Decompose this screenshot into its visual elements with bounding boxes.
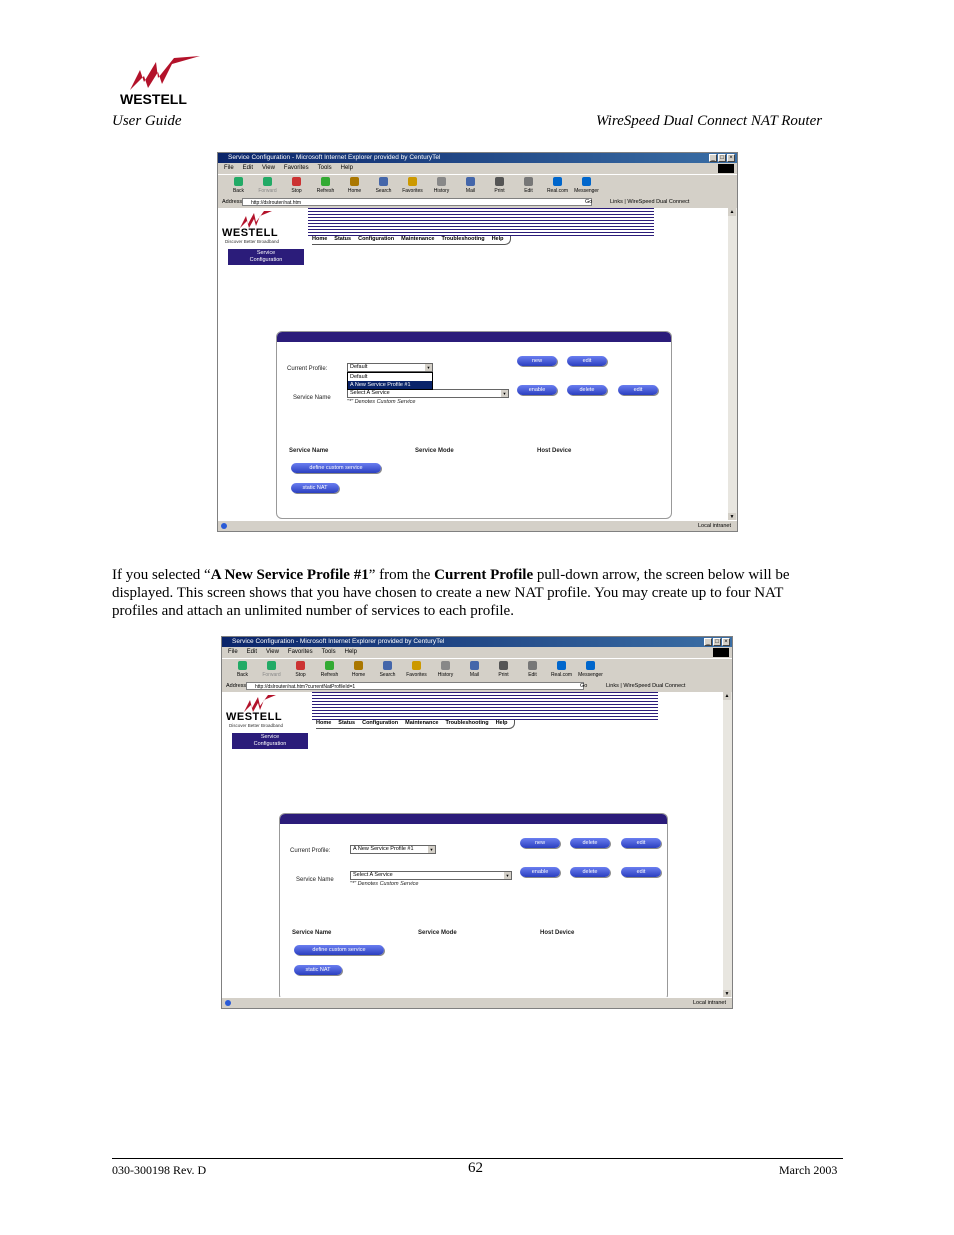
footer-doc-number: 030-300198 Rev. D bbox=[112, 1163, 207, 1177]
vertical-scrollbar[interactable] bbox=[727, 208, 737, 521]
links-item[interactable]: WireSpeed Dual Connect bbox=[623, 683, 686, 689]
toolbar-forward-button[interactable] bbox=[257, 659, 286, 681]
toolbar-back-button[interactable] bbox=[228, 659, 257, 681]
header-right: WireSpeed Dual Connect NAT Router bbox=[596, 113, 823, 129]
logo-text: WESTELL bbox=[120, 91, 187, 107]
toolbar-label: Messenger bbox=[578, 672, 603, 678]
toolbar-realcom-button[interactable] bbox=[543, 175, 572, 197]
service-select[interactable] bbox=[347, 389, 509, 398]
toolbar-print-button[interactable] bbox=[489, 659, 518, 681]
mail-icon bbox=[466, 177, 475, 186]
static-nat-button[interactable]: static NAT bbox=[291, 483, 339, 493]
links-bar[interactable]: Links | WireSpeed Dual Connect bbox=[610, 199, 690, 205]
column-header-service-name: Service Name bbox=[289, 448, 329, 454]
column-header-service-mode: Service Mode bbox=[418, 930, 457, 936]
go-button[interactable]: Go bbox=[585, 199, 593, 205]
service-select-value: Select A Service bbox=[350, 390, 390, 396]
refresh-icon bbox=[321, 177, 330, 186]
toolbar-label: Stop bbox=[291, 188, 302, 194]
menu-bar bbox=[222, 647, 732, 658]
delete-service-button[interactable]: delete bbox=[570, 867, 610, 877]
column-header-host-device: Host Device bbox=[540, 930, 575, 936]
toolbar-label: Print bbox=[494, 188, 505, 194]
back-icon bbox=[234, 177, 243, 186]
toolbar-label: Back bbox=[236, 672, 249, 678]
address-bar bbox=[218, 197, 737, 208]
address-label: Address bbox=[226, 683, 247, 689]
toolbar-back-button[interactable] bbox=[224, 175, 253, 197]
close-button[interactable]: × bbox=[727, 154, 735, 162]
ie-page-icon bbox=[221, 523, 227, 529]
stop-icon bbox=[296, 661, 305, 670]
dropdown-option[interactable]: Default bbox=[350, 374, 368, 380]
chevron-down-icon[interactable]: ▼ bbox=[502, 391, 507, 396]
search-icon bbox=[383, 661, 392, 670]
nav-help[interactable]: Help bbox=[495, 720, 508, 726]
current-profile-value: A New Service Profile #1 bbox=[353, 846, 414, 852]
edit-service-button[interactable]: edit bbox=[621, 867, 661, 877]
toolbar-label: Refresh bbox=[320, 672, 339, 678]
menu-favorites[interactable]: Favorites bbox=[283, 165, 309, 171]
new-profile-button[interactable]: new bbox=[520, 838, 560, 848]
toolbar-label: Favorites bbox=[406, 672, 427, 678]
westell-logo bbox=[112, 52, 212, 108]
toolbar-print-button[interactable] bbox=[485, 175, 514, 197]
home-icon bbox=[354, 661, 363, 670]
menu-edit[interactable]: Edit bbox=[242, 165, 254, 171]
scroll-up-arrow-icon[interactable]: ▲ bbox=[729, 209, 735, 215]
service-tab-line2: Configuration bbox=[253, 741, 287, 747]
menu-bar bbox=[218, 163, 737, 174]
maximize-button[interactable]: □ bbox=[713, 638, 721, 646]
panel-header-bar bbox=[280, 814, 667, 824]
toolbar-favorites-button[interactable] bbox=[398, 175, 427, 197]
custom-service-note: "*" Denotes Custom Service bbox=[350, 881, 419, 887]
vertical-scrollbar[interactable] bbox=[722, 692, 732, 998]
menu-favorites[interactable]: Favorites bbox=[287, 649, 313, 655]
toolbar-refresh-button[interactable] bbox=[311, 175, 340, 197]
menu-help[interactable]: Help bbox=[340, 165, 353, 171]
westell-wordmark: WESTELL bbox=[222, 227, 279, 239]
westell-wordmark: WESTELL bbox=[226, 711, 283, 723]
edit-profile-button[interactable]: edit bbox=[567, 356, 607, 366]
edit-profile-button[interactable]: edit bbox=[621, 838, 661, 848]
realcom-icon bbox=[557, 661, 566, 670]
toolbar bbox=[222, 658, 732, 682]
nav-troubleshooting[interactable]: Troubleshooting bbox=[441, 236, 485, 242]
toolbar-label: Home bbox=[347, 188, 362, 194]
current-profile-label: Current Profile: bbox=[290, 848, 331, 854]
forward-icon bbox=[263, 177, 272, 186]
column-header-host-device: Host Device bbox=[537, 448, 572, 454]
messenger-icon bbox=[586, 661, 595, 670]
service-configuration-tab[interactable] bbox=[232, 733, 308, 749]
toolbar-label: Real.com bbox=[550, 672, 573, 678]
toolbar-history-button[interactable] bbox=[431, 659, 460, 681]
chevron-down-icon[interactable]: ▼ bbox=[505, 873, 510, 878]
search-icon bbox=[379, 177, 388, 186]
forward-icon bbox=[267, 661, 276, 670]
go-button[interactable]: Go bbox=[580, 683, 588, 689]
security-zone: Local intranet bbox=[697, 523, 731, 529]
toolbar-search-button[interactable] bbox=[369, 175, 398, 197]
enable-service-button[interactable]: enable bbox=[517, 385, 557, 395]
nav-help[interactable]: Help bbox=[491, 236, 504, 242]
current-profile-select[interactable] bbox=[350, 845, 436, 854]
toolbar-label: History bbox=[437, 672, 454, 678]
service-tab-line1: Service bbox=[260, 734, 280, 740]
close-button[interactable]: × bbox=[722, 638, 730, 646]
links-item[interactable]: WireSpeed Dual Connect bbox=[627, 199, 690, 205]
title-bar: Service Configuration - Microsoft Internet Explorer provided by CenturyTel bbox=[218, 153, 737, 163]
custom-service-note: "*" Denotes Custom Service bbox=[347, 399, 416, 405]
service-select[interactable] bbox=[350, 871, 512, 880]
back-icon bbox=[238, 661, 247, 670]
toolbar-label: Real.com bbox=[546, 188, 569, 194]
chevron-down-icon[interactable]: ▼ bbox=[429, 847, 434, 852]
maximize-button[interactable]: □ bbox=[718, 154, 726, 162]
nav-troubleshooting[interactable]: Troubleshooting bbox=[445, 720, 489, 726]
status-bar bbox=[222, 997, 732, 1008]
body-paragraph: If you selected “A New Service Profile #1” from the Current Profile pull-down arrow, the screen below will be displayed. This screen shows that you have chosen to create a new NAT profile. You may create up to four NAT profiles and attach an unlimited number of services to each profile. bbox=[112, 567, 790, 619]
toolbar-label: Print bbox=[498, 672, 509, 678]
toolbar-label: Mail bbox=[469, 672, 480, 678]
toolbar-label: Messenger bbox=[574, 188, 599, 194]
address-bar bbox=[222, 681, 732, 692]
links-label: Links bbox=[610, 199, 623, 205]
footer-rule bbox=[112, 1158, 843, 1159]
toolbar-label: History bbox=[433, 188, 450, 194]
toolbar-home-button[interactable] bbox=[340, 175, 369, 197]
scroll-up-arrow-icon[interactable]: ▲ bbox=[724, 693, 730, 699]
menu-file[interactable]: File bbox=[224, 165, 234, 171]
logo-tagline: Discover Better Broadband bbox=[225, 239, 280, 244]
column-header-service-mode: Service Mode bbox=[415, 448, 454, 454]
service-tab-line1: Service bbox=[256, 250, 276, 256]
print-icon bbox=[499, 661, 508, 670]
scroll-down-arrow-icon[interactable]: ▼ bbox=[729, 514, 735, 520]
service-select-value: Select A Service bbox=[353, 872, 393, 878]
scroll-down-arrow-icon[interactable]: ▼ bbox=[724, 991, 730, 997]
nat-panel bbox=[279, 813, 668, 998]
stop-icon bbox=[292, 177, 301, 186]
toolbar-stop-button[interactable] bbox=[286, 659, 315, 681]
toolbar-messenger-button[interactable] bbox=[572, 175, 601, 197]
toolbar-label: Search bbox=[379, 672, 396, 678]
chevron-down-icon[interactable]: ▼ bbox=[426, 365, 431, 370]
nav-configuration[interactable]: Configuration bbox=[362, 720, 399, 726]
toolbar-label: Edit bbox=[524, 188, 533, 194]
edit-service-button[interactable]: edit bbox=[618, 385, 658, 395]
title-bar: Service Configuration - Microsoft Internet Explorer provided by CenturyTel bbox=[222, 637, 732, 647]
page-content bbox=[218, 208, 728, 521]
service-name-label: Service Name bbox=[293, 395, 331, 401]
menu-help[interactable]: Help bbox=[344, 649, 357, 655]
home-icon bbox=[350, 177, 359, 186]
logo-tagline: Discover Better Broadband bbox=[229, 723, 284, 728]
address-label: Address bbox=[222, 199, 243, 205]
refresh-icon bbox=[325, 661, 334, 670]
menu-view[interactable]: View bbox=[266, 649, 279, 655]
browser-screenshot-1 bbox=[217, 152, 738, 532]
toolbar-search-button[interactable] bbox=[373, 659, 402, 681]
menu-tools[interactable]: Tools bbox=[321, 649, 336, 655]
new-profile-button[interactable]: new bbox=[517, 356, 557, 366]
current-profile-label: Current Profile: bbox=[287, 366, 328, 372]
top-nav bbox=[316, 720, 515, 729]
toolbar-label: Edit bbox=[528, 672, 537, 678]
define-custom-service-button[interactable]: define custom service bbox=[291, 463, 381, 473]
nav-status[interactable]: Status bbox=[334, 236, 352, 242]
menu-file[interactable]: File bbox=[228, 649, 238, 655]
delete-profile-button[interactable]: delete bbox=[570, 838, 610, 848]
realcom-icon bbox=[553, 177, 562, 186]
panel-header-bar bbox=[277, 332, 671, 342]
favorites-icon bbox=[408, 177, 417, 186]
top-nav bbox=[312, 236, 511, 245]
westell-page-logo[interactable] bbox=[222, 210, 302, 246]
windows-logo-icon bbox=[718, 164, 734, 173]
edit-icon bbox=[528, 661, 537, 670]
history-icon bbox=[441, 661, 450, 670]
nav-configuration[interactable]: Configuration bbox=[358, 236, 395, 242]
westell-page-logo[interactable] bbox=[226, 694, 306, 730]
toolbar-label: Forward bbox=[262, 672, 281, 678]
toolbar-realcom-button[interactable] bbox=[547, 659, 576, 681]
toolbar-refresh-button[interactable] bbox=[315, 659, 344, 681]
toolbar-edit-button[interactable] bbox=[518, 659, 547, 681]
address-input[interactable]: http://dslrouter/nat.htm bbox=[242, 198, 592, 206]
toolbar-mail-button[interactable] bbox=[460, 659, 489, 681]
messenger-icon bbox=[582, 177, 591, 186]
column-header-service-name: Service Name bbox=[292, 930, 332, 936]
toolbar-stop-button[interactable] bbox=[282, 175, 311, 197]
nav-maintenance[interactable]: Maintenance bbox=[401, 236, 435, 242]
toolbar-label: Search bbox=[375, 188, 392, 194]
delete-service-button[interactable]: delete bbox=[567, 385, 607, 395]
toolbar-label: Forward bbox=[258, 188, 277, 194]
history-icon bbox=[437, 177, 446, 186]
toolbar-home-button[interactable] bbox=[344, 659, 373, 681]
windows-logo-icon bbox=[713, 648, 729, 657]
current-profile-value: Default bbox=[350, 364, 368, 370]
footer-date: March 2003 bbox=[779, 1163, 838, 1177]
page-number: 62 bbox=[468, 1160, 483, 1176]
toolbar-label: Refresh bbox=[316, 188, 335, 194]
browser-screenshot-2 bbox=[221, 636, 733, 1009]
toolbar-favorites-button[interactable] bbox=[402, 659, 431, 681]
address-input[interactable]: http://dslrouter/nat.htm?currentNatProfileId=1 bbox=[246, 682, 584, 690]
menu-view[interactable]: View bbox=[262, 165, 275, 171]
page-content bbox=[222, 692, 723, 998]
toolbar-history-button[interactable] bbox=[427, 175, 456, 197]
toolbar-edit-button[interactable] bbox=[514, 175, 543, 197]
links-label: Links bbox=[606, 683, 619, 689]
ie-page-icon bbox=[225, 1000, 231, 1006]
static-nat-button[interactable]: static NAT bbox=[294, 965, 342, 975]
nav-status[interactable]: Status bbox=[338, 720, 356, 726]
service-configuration-tab[interactable] bbox=[228, 249, 304, 265]
toolbar bbox=[218, 174, 737, 198]
menu-edit[interactable]: Edit bbox=[246, 649, 258, 655]
define-custom-service-button[interactable]: define custom service bbox=[294, 945, 384, 955]
header-stripes bbox=[312, 692, 658, 720]
toolbar-label: Favorites bbox=[402, 188, 423, 194]
window-controls bbox=[709, 154, 735, 162]
toolbar-messenger-button[interactable] bbox=[576, 659, 605, 681]
nav-home[interactable]: Home bbox=[312, 236, 328, 242]
security-zone: Local intranet bbox=[692, 1000, 726, 1006]
minimize-button[interactable]: _ bbox=[709, 154, 717, 162]
enable-service-button[interactable]: enable bbox=[520, 867, 560, 877]
minimize-button[interactable]: _ bbox=[704, 638, 712, 646]
links-bar[interactable]: Links | WireSpeed Dual Connect bbox=[606, 683, 686, 689]
toolbar-forward-button[interactable] bbox=[253, 175, 282, 197]
toolbar-mail-button[interactable] bbox=[456, 175, 485, 197]
toolbar-label: Home bbox=[351, 672, 366, 678]
toolbar-label: Back bbox=[232, 188, 245, 194]
menu-tools[interactable]: Tools bbox=[317, 165, 332, 171]
favorites-icon bbox=[412, 661, 421, 670]
nav-maintenance[interactable]: Maintenance bbox=[405, 720, 439, 726]
toolbar-label: Mail bbox=[465, 188, 476, 194]
service-name-label: Service Name bbox=[296, 877, 334, 883]
current-profile-select[interactable] bbox=[347, 363, 433, 372]
window-controls bbox=[704, 638, 730, 646]
header-stripes bbox=[308, 208, 654, 236]
current-profile-dropdown-list[interactable] bbox=[347, 372, 433, 390]
header-left: User Guide bbox=[112, 113, 182, 129]
dropdown-option[interactable]: A New Service Profile #1 bbox=[348, 381, 432, 389]
toolbar-label: Stop bbox=[295, 672, 306, 678]
mail-icon bbox=[470, 661, 479, 670]
print-icon bbox=[495, 177, 504, 186]
service-tab-line2: Configuration bbox=[249, 257, 283, 263]
nat-panel bbox=[276, 331, 672, 519]
status-bar bbox=[218, 520, 737, 531]
edit-icon bbox=[524, 177, 533, 186]
nav-home[interactable]: Home bbox=[316, 720, 332, 726]
